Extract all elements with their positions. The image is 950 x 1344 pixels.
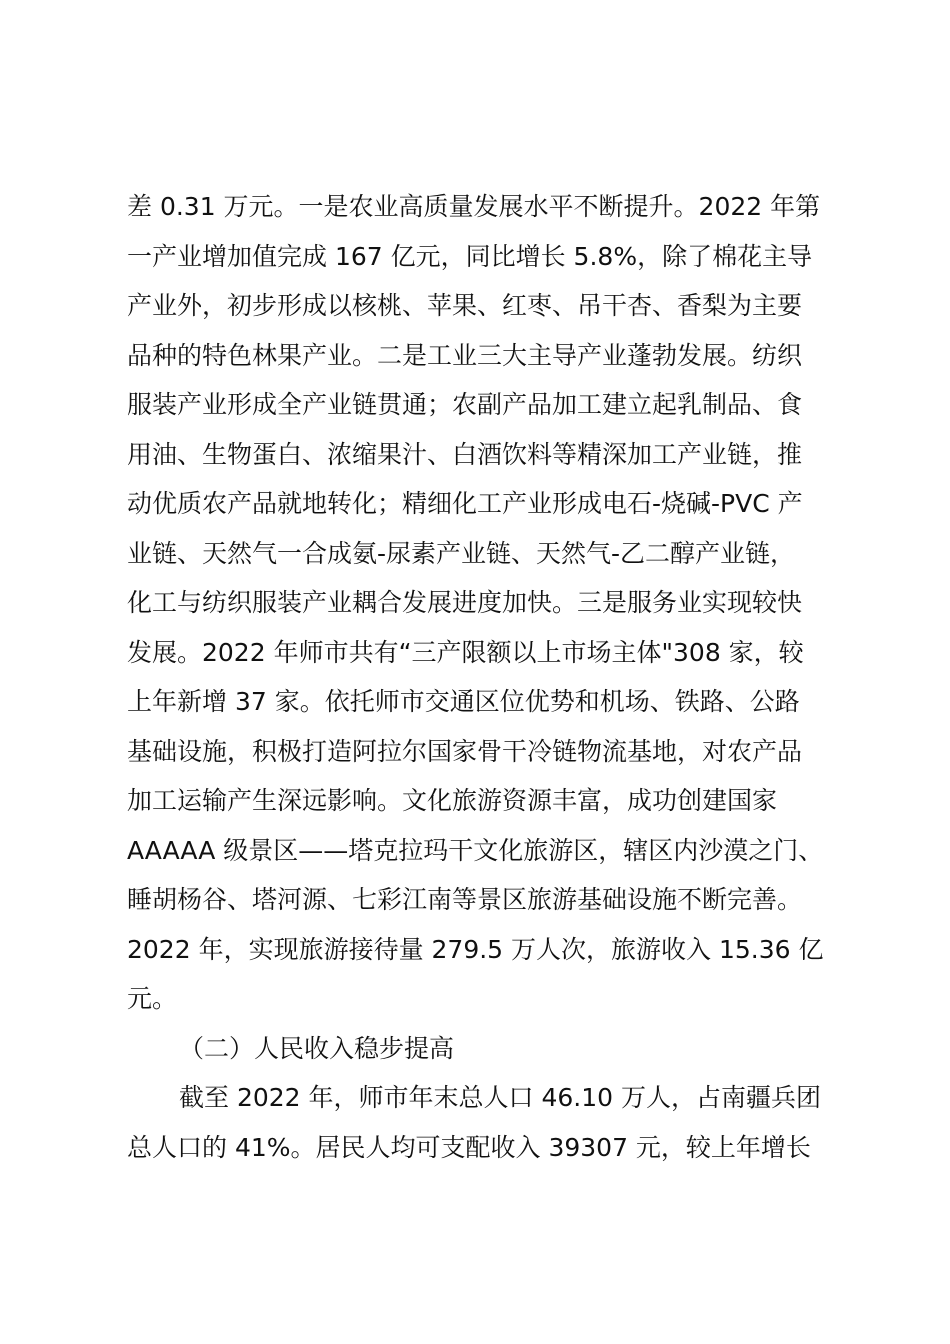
text-line: 一产业增加值完成 167 亿元，同比增长 5.8%，除了棉花主导 [127,241,813,271]
text-line: AAAAA 级景区——塔克拉玛干文化旅游区，辖区内沙漠之门、 [127,835,824,865]
text-line: 用油、生物蛋白、浓缩果汁、白酒饮料等精深加工产业链，推 [127,439,803,469]
text-line: 发展。2022 年师市共有“三产限额以上市场主体"308 家，较 [127,637,804,667]
text-line: 上年新增 37 家。依托师市交通区位优势和机场、铁路、公路 [127,687,800,716]
document-body [127,182,842,1172]
text-line: 产业外，初步形成以核桃、苹果、红枣、吊干杏、香梨为主要 [127,291,803,320]
text-line: 服装产业形成全产业链贯通；农副产品加工建立起乳制品、食 [127,390,803,419]
text-line: 加工运输产生深远影响。文化旅游资源丰富，成功创建国家 [127,786,778,815]
text-line: 差 0.31 万元。一是农业高质量发展水平不断提升。2022 年第 [127,192,821,221]
text-line: 基础设施，积极打造阿拉尔国家骨干冷链物流基地，对农产品 [127,736,803,766]
text-line: 元。 [127,984,178,1013]
text-line: 品种的特色林果产业。二是工业三大主导产业蓬勃发展。纺织 [127,340,803,370]
paragraph-first-line: 截至 2022 年，师市年末总人口 46.10 万人，占南疆兵团 [179,1083,821,1112]
text-line: 睡胡杨谷、塔河源、七彩江南等景区旅游基础设施不断完善。 [127,885,803,914]
section-heading: （二）人民收入稳步提高 [179,1033,455,1063]
text-line: 总人口的 41%。居民人均可支配收入 39307 元，较上年增长 [127,1132,811,1162]
text-line: 业链、天然气一合成氨-尿素产业链、天然气-乙二醇产业链， [127,538,796,568]
text-line: 动优质农产品就地转化；精细化工产业形成电石-烧碱-PVC 产 [127,489,803,518]
text-line: 化工与纺织服装产业耦合发展进度加快。三是服务业实现较快 [127,588,803,617]
text-line: 2022 年，实现旅游接待量 279.5 万人次，旅游收入 15.36 亿 [127,934,824,964]
